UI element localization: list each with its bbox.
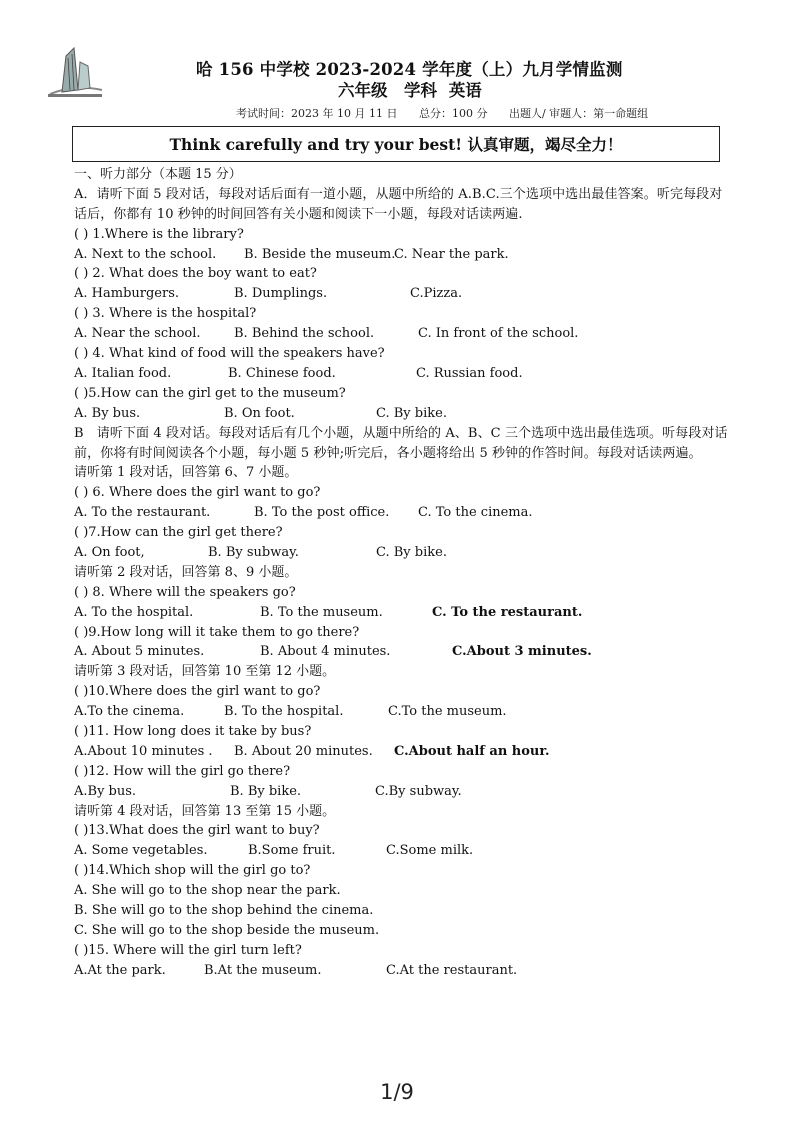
question-4: ( ) 4. What kind of food will the speakers have? (74, 346, 385, 362)
question-7: ( )7.How can the girl get there? (74, 525, 283, 541)
exam-authors: 出题人/ 审题人：第一命题组 (508, 107, 649, 120)
dialog-3-note: 请听第 3 段对话，回答第 10 至第 12 小题。 (74, 664, 336, 680)
exam-time: 考试时间：2023 年 10 月 11 日 (236, 107, 398, 120)
option-b: B. Chinese food. (228, 365, 336, 381)
option-b: B. About 20 minutes. (234, 743, 373, 759)
option-c: C.About half an hour. (394, 743, 550, 759)
option-a: A. Hamburgers. (74, 286, 180, 302)
options-7 (74, 543, 734, 563)
dialog-4-note: 请听第 4 段对话，回答第 13 至第 15 小题。 (74, 803, 336, 819)
option-b: B. About 4 minutes. (260, 644, 391, 660)
section-heading: 一、听力部分（本题 15 分） (74, 167, 242, 182)
exam-title: 哈 156 中学校 2023-2024 学年度（上）九月学情监测 (196, 60, 623, 79)
option-a: A. Next to the school. (74, 246, 217, 262)
options-11 (74, 742, 734, 762)
listening-section (74, 165, 734, 981)
option-b: B. To the museum. (260, 604, 383, 620)
option-b: B. Dumplings. (234, 286, 328, 302)
page-number: 1/9 (380, 1080, 414, 1104)
option-a: A. Some vegetables. (74, 843, 208, 859)
option-c: C. By bike. (376, 544, 447, 560)
options-9 (74, 642, 734, 662)
question-13: ( )13.What does the girl want to buy? (74, 823, 320, 839)
option-b: B.At the museum. (204, 962, 322, 978)
option-b: B. By bike. (230, 783, 302, 799)
part-b-intro: B 请听下面 4 段对话。每段对话后有几个小题，从题中所给的 A、B、C 三个选项中选出最佳选项。听每段对话前，你将有时间阅读各个小题，每小题 5 秒钟;听完后，各小题将给出 5 秒钟的作答时间。每段对话读两遍。 (74, 425, 728, 461)
question-15: ( )15. Where will the girl turn left? (74, 942, 302, 958)
exam-subtitle: 六年级 学科 英语 (338, 81, 482, 100)
question-3: ( ) 3. Where is the hospital? (74, 306, 257, 322)
option-a: A.By bus. (74, 783, 137, 799)
options-8 (74, 603, 734, 623)
option-a: A. About 5 minutes. (74, 644, 205, 660)
options-13 (74, 841, 734, 861)
dialog-2-note: 请听第 2 段对话，回答第 8、9 小题。 (74, 564, 298, 580)
question-8: ( ) 8. Where will the speakers go? (74, 584, 296, 600)
option-a: A.At the park. (74, 962, 166, 978)
option-c: C.To the museum. (388, 704, 507, 720)
dialog-1-note: 请听第 1 段对话，回答第 6、7 小题。 (74, 465, 298, 481)
option-a: A. By bus. (74, 405, 141, 421)
options-10 (74, 702, 734, 722)
option-b: B. By subway. (208, 544, 299, 560)
option-a: A.About 10 minutes . (74, 743, 213, 759)
option-14-a: A. She will go to the shop near the park. (74, 883, 341, 899)
option-14-c: C. She will go to the shop beside the museum. (74, 922, 380, 938)
options-2 (74, 284, 734, 304)
option-c: C. Near the park. (394, 246, 509, 262)
option-b: B. Beside the museum. (244, 246, 396, 262)
option-b: B. On foot. (224, 405, 295, 421)
question-14: ( )14.Which shop will the girl go to? (74, 863, 311, 879)
option-c: C.At the restaurant. (386, 962, 518, 978)
question-11: ( )11. How long does it take by bus? (74, 724, 312, 739)
motto-banner: Think carefully and try your best! 认真审题，竭尽全力！ (72, 126, 720, 162)
option-c: C. In front of the school. (418, 326, 579, 342)
option-c: C. To the restaurant. (432, 604, 583, 620)
options-5 (74, 404, 734, 424)
option-c: C.Pizza. (410, 286, 463, 302)
option-a: A. Near the school. (74, 326, 201, 342)
option-c: C.Some milk. (386, 843, 474, 859)
question-9: ( )9.How long will it take them to go there? (74, 624, 360, 640)
options-3 (74, 324, 734, 344)
part-a-intro: A．请听下面 5 段对话，每段对话后面有一道小题，从题中所给的 A.B.C.三个选项中选出最佳答案。听完每段对话后，你都有 10 秒钟的时间回答有关小题和阅读下一小题，每段对话读两遍. (74, 186, 723, 222)
option-a: A. To the restaurant. (74, 505, 211, 521)
exam-meta (236, 105, 666, 121)
question-6: ( ) 6. Where does the girl want to go? (74, 485, 321, 501)
option-b: B.Some fruit. (248, 843, 336, 859)
option-c: C.By subway. (375, 783, 462, 799)
option-b: B. To the post office. (254, 505, 390, 521)
question-1: ( ) 1.Where is the library? (74, 226, 244, 242)
question-2: ( ) 2. What does the boy want to eat? (74, 266, 317, 282)
question-12: ( )12. How will the girl go there? (74, 763, 291, 779)
question-10: ( )10.Where does the girl want to go? (74, 684, 321, 700)
school-logo-icon (44, 44, 106, 102)
option-c: C. To the cinema. (418, 505, 533, 521)
question-5: ( )5.How can the girl get to the museum? (74, 385, 346, 401)
option-a: A. On foot, (74, 544, 145, 560)
option-a: A.To the cinema. (74, 704, 185, 720)
total-score: 总分：100 分 (418, 107, 488, 120)
options-1 (74, 245, 734, 265)
option-14-b: B. She will go to the shop behind the cinema. (74, 903, 374, 919)
options-15 (74, 961, 734, 981)
option-a: A. To the hospital. (74, 604, 194, 620)
option-b: B. Behind the school. (234, 326, 375, 342)
option-c: C.About 3 minutes. (452, 644, 592, 660)
option-a: A. Italian food. (74, 365, 172, 381)
option-b: B. To the hospital. (224, 704, 344, 720)
option-c: C. By bike. (376, 405, 447, 421)
options-12 (74, 782, 734, 802)
options-4 (74, 364, 734, 384)
options-6 (74, 503, 734, 523)
option-c: C. Russian food. (416, 365, 523, 381)
